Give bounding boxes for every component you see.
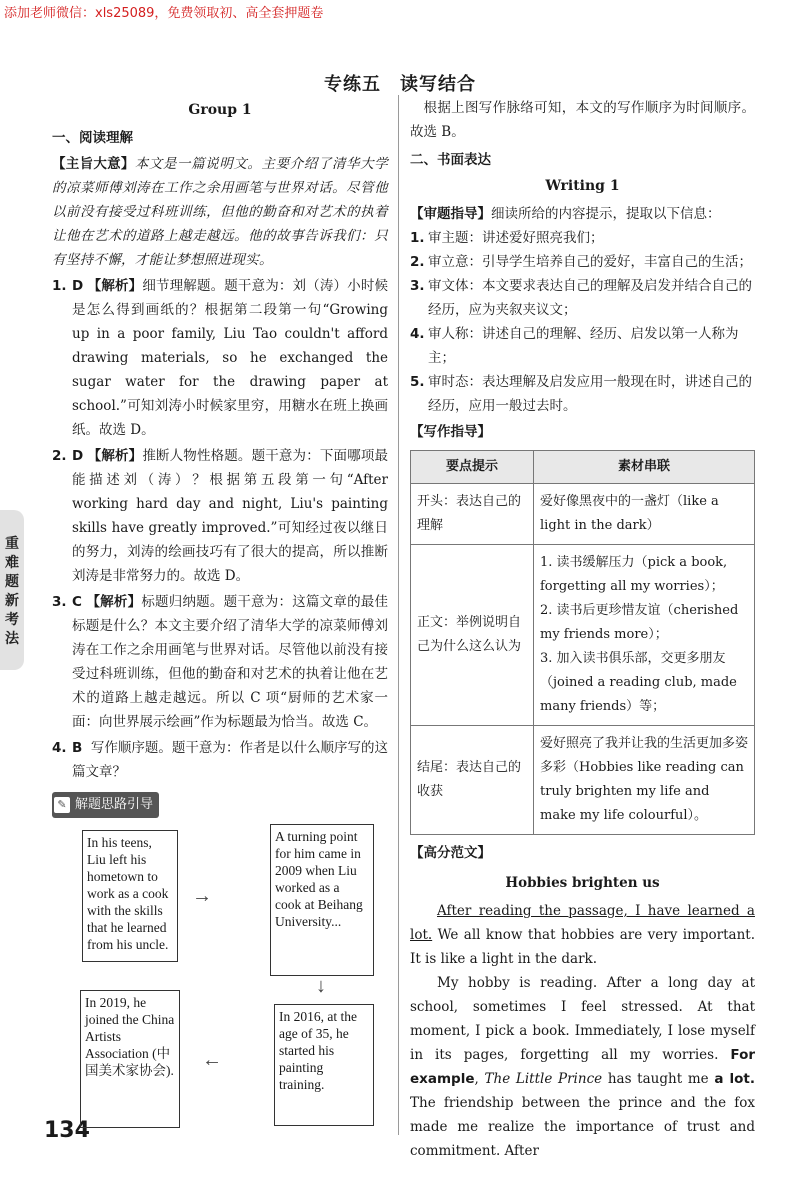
question-item — [52, 274, 388, 442]
question-text: 推断人物性格题。题干意为：下面哪项最能描述刘（涛）？根据第五段第一句“After working hard day and night, Liu's painting skills have greatly improved.”可知经过夜以继日的努力，刘涛的绘画技巧有了很大的提高，所以推断刘涛是非常努力的。故选 D。 — [72, 448, 389, 584]
right-column — [410, 96, 755, 1163]
essay-bold: a lot. — [714, 1071, 756, 1087]
side-tab-char: 题 — [5, 574, 19, 590]
watermark: 添加老师微信：xls25089，免费领取初、高全套押题卷 — [4, 6, 324, 21]
group-title: Group 1 — [188, 102, 252, 118]
side-tab-char: 难 — [5, 555, 19, 571]
summary-tag: 【主旨大意】 — [52, 156, 135, 172]
section-reading-title: 一、阅读理解 — [52, 130, 133, 146]
audit-item-number: 2. — [410, 254, 425, 270]
table-cell-key: 正文：举例说明自己为什么这么认为 — [411, 545, 534, 726]
question-number: 4. — [52, 740, 67, 756]
writing-title: Writing 1 — [545, 178, 620, 194]
side-tab-char: 考 — [5, 612, 19, 628]
question-number: 3. — [52, 594, 67, 610]
essay-text: The friendship between the prince and the fox made me realize the importance of trust and commitment. After — [410, 1095, 755, 1159]
table-cell-material — [534, 545, 755, 726]
essay-bold: For example — [410, 1047, 755, 1087]
audit-item — [410, 274, 755, 322]
audit-item — [410, 370, 755, 418]
question-answer: D — [72, 278, 84, 294]
essay-body — [410, 899, 755, 1163]
side-tab-char: 法 — [5, 631, 19, 647]
material-item: 1. 读书缓解压力（pick a book, forgetting all my worries）； — [540, 555, 728, 594]
table-row — [411, 484, 755, 545]
summary-text: 本文是一篇说明文。主要介绍了清华大学的凉菜师傅刘涛在工作之余用画笔与世界对话。尽管他以前没有接受过科班训练，但他的勤奋和对艺术的执着让他在艺术的道路上越走越远。他的故事告诉我们：只有坚持不懈，才能让梦想照进现实。 — [52, 156, 389, 268]
side-tab-char: 重 — [5, 536, 19, 552]
audit-item-number: 5. — [410, 374, 425, 390]
analysis-tag: 【解析】 — [86, 594, 142, 610]
question-answer: B — [72, 740, 83, 756]
question-number: 1. — [52, 278, 67, 294]
audit-item-text: 审文体：本文要求表达自己的理解及启发并结合自己的经历，应为夹叙夹议文； — [428, 278, 752, 318]
question-item — [52, 444, 388, 588]
table-cell-material — [534, 726, 755, 835]
flow-label-text: 解题思路引导 — [75, 797, 154, 812]
side-tab-char: 新 — [5, 593, 19, 609]
table-row — [411, 726, 755, 835]
material-item: 爱好像黑夜中的一盏灯（like a light in the dark） — [540, 494, 719, 533]
flow-box: In 2016, at the age of 35, he started his painting training. — [274, 1004, 374, 1126]
question-text: 写作顺序题。题干意为：作者是以什么顺序写的这篇文章？ — [72, 740, 388, 780]
essay-paragraph — [410, 971, 755, 1163]
audit-item-text: 审主题：讲述爱好照亮我们； — [428, 230, 604, 246]
audit-text: 细读所给的内容提示，提取以下信息： — [491, 206, 721, 222]
table-cell-key: 开头：表达自己的理解 — [411, 484, 534, 545]
flow-label — [52, 792, 159, 818]
audit-item — [410, 250, 755, 274]
right-intro: 根据上图写作脉络可知，本文的写作顺序为时间顺序。故选 B。 — [410, 100, 755, 140]
flow-box: A turning point for him came in 2009 when Liu worked as a cook at Beihang University... — [270, 824, 374, 976]
column-divider — [398, 95, 399, 1135]
table-header-row — [411, 451, 755, 484]
analysis-tag: 【解析】 — [87, 448, 143, 464]
table-header: 素材串联 — [534, 451, 755, 484]
essay-text: has taught me — [602, 1071, 715, 1087]
side-tab — [0, 510, 24, 670]
essay-title: Hobbies brighten us — [505, 875, 660, 891]
writing-guide-table — [410, 450, 755, 835]
table-cell-material — [534, 484, 755, 545]
question-number: 2. — [52, 448, 67, 464]
audit-item — [410, 322, 755, 370]
flow-diagram — [52, 824, 388, 1144]
right-arrow-icon: → — [192, 885, 212, 907]
audit-item — [410, 226, 755, 250]
summary — [52, 152, 388, 272]
audit-item-text: 审立意：引导学生培养自己的爱好，丰富自己的生活； — [428, 254, 752, 270]
material-item: 2. 读书后更珍惜友谊（cherished my friends more）； — [540, 603, 739, 642]
table-header: 要点提示 — [411, 451, 534, 484]
question-text: 标题归纳题。题干意为：这篇文章的最佳标题是什么？本文主要介绍了清华大学的凉菜师傅刘涛在工作之余用画笔与世界对话。尽管他以前没有接受过科班训练，但他的勤奋和对艺术的执着让他在艺术的道路上越走越远。所以 C 项“厨师的艺术家一面：向世界展示绘画”作为标题最为恰当。故选 C。 — [72, 594, 389, 730]
flow-box: In 2019, he joined the China Artists Association (中国美术家协会). — [80, 990, 180, 1128]
table-row — [411, 545, 755, 726]
flow-box: In his teens, Liu left his hometown to work as a cook with the skills that he learned from his uncle. — [82, 830, 178, 962]
audit-item-number: 4. — [410, 326, 425, 342]
essay-paragraph — [410, 899, 755, 971]
left-column — [52, 96, 388, 1144]
question-item — [52, 590, 388, 734]
essay-text: My hobby is reading. After a long day at school, sometimes I feel stressed. At that moment, I pick a book. Immediately, I lose myself in its pages, forgetting all my worries. — [410, 975, 755, 1063]
audit-item-number: 3. — [410, 278, 425, 294]
pencil-note-icon: ✎ — [54, 797, 70, 813]
question-item — [52, 736, 388, 784]
section-writing-title: 二、书面表达 — [410, 152, 491, 168]
essay-italic: The Little Prince — [484, 1071, 603, 1087]
essay-text: , — [474, 1071, 485, 1087]
essay-underlined: After reading the passage, I have learned a lot. — [410, 903, 755, 943]
down-arrow-icon: ↓ — [316, 975, 326, 997]
audit-guide — [410, 202, 755, 226]
analysis-tag: 【解析】 — [87, 278, 143, 294]
guide-tag: 【写作指导】 — [410, 424, 491, 440]
question-answer: D — [72, 448, 84, 464]
page-title: 专练五 读写结合 — [324, 74, 476, 95]
audit-item-text: 审人称：讲述自己的理解、经历、启发以第一人称为主； — [428, 326, 739, 366]
audit-item-text: 审时态：表达理解及启发应用一般现在时，讲述自己的经历，应用一般过去时。 — [428, 374, 752, 414]
left-arrow-icon: ← — [202, 1049, 222, 1071]
audit-item-number: 1. — [410, 230, 425, 246]
table-cell-key: 结尾：表达自己的收获 — [411, 726, 534, 835]
material-item: 爱好照亮了我并让我的生活更加多姿多彩（Hobbies like reading can truly brighten my life and make my life colourful）。 — [540, 736, 749, 823]
audit-tag: 【审题指导】 — [410, 206, 491, 222]
essay-tag: 【高分范文】 — [410, 845, 491, 861]
question-answer: C — [72, 594, 82, 610]
page-number: 134 — [44, 1118, 90, 1143]
material-item: 3. 加入读书俱乐部，交更多朋友（joined a reading club, made many friends）等； — [540, 651, 737, 714]
essay-text: We all know that hobbies are very important. It is like a light in the dark. — [410, 927, 755, 967]
question-text: 细节理解题。题干意为：刘（涛）小时候是怎么得到画纸的？根据第二段第一句“Growing up in a poor family, Liu Tao couldn't afford drawing materials, so he exchanged the sugar water for the drawing paper at school.”可知刘涛小时候家里穷，用糖水在班上换画纸。故选 D。 — [72, 278, 389, 438]
